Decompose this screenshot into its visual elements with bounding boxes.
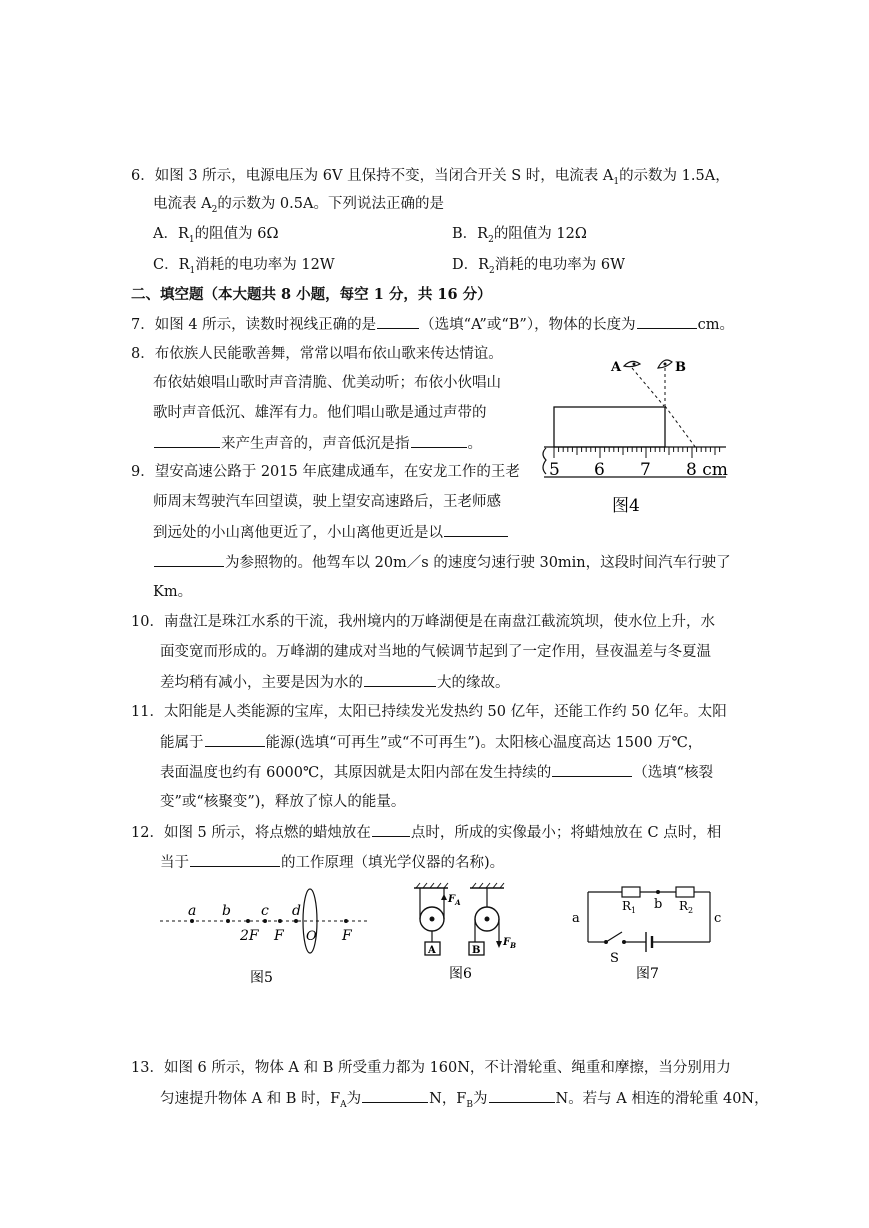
q11-line1: 11．太阳能是人类能源的宝库，太阳已持续发光发热约 50 亿年，还能工作约 50 亿年。太阳 [131, 704, 727, 720]
label-fa: $F_A$ [448, 894, 461, 907]
q11-blank-2[interactable] [552, 762, 632, 777]
point-f-left [278, 919, 282, 923]
fig4-label-a: A [611, 360, 622, 375]
eye-b-icon [658, 360, 672, 368]
fixed-ceiling-a [414, 883, 448, 888]
q10-line2: 面变宽而形成的。万峰湖的建成对当地的气候调节起到了一定作用，昼夜温差与冬夏温 [160, 644, 711, 660]
measured-object [554, 407, 665, 447]
q12-line2: 当于 的工作原理（填光学仪器的名称)。 [160, 852, 504, 873]
fig5-caption: 图5 [250, 970, 273, 986]
q9-line3: 到远处的小山离他更近了，小山离他更近是以 [153, 522, 509, 543]
point-f-right [344, 919, 348, 923]
q9-line5: Km。 [153, 584, 193, 600]
point-c [263, 919, 267, 923]
resistor-r2 [676, 887, 694, 897]
figure-6-pulleys [400, 882, 540, 994]
node-b [656, 890, 660, 894]
q10-blank[interactable] [364, 672, 436, 687]
switch-s [606, 932, 622, 942]
label-s: S [610, 951, 619, 966]
q7-line: 7．如图 4 所示，读数时视线正确的是 （选填“A”或“B”），物体的长度为 cm。 [131, 314, 734, 335]
q8-blank-2[interactable] [411, 433, 467, 448]
fig4-caption: 图4 [612, 496, 640, 516]
figure-7-circuit [566, 882, 726, 994]
label-r2: $R_2$ [679, 899, 694, 915]
q10-line3: 差均稍有减小，主要是因为水的 大的缘故。 [160, 672, 510, 693]
ruler-label-5: 5 [549, 460, 560, 480]
pulley-b-axle [485, 917, 490, 922]
q9-line4: 为参照物的。他驾车以 20m／s 的速度匀速行驶 30min，这段时间汽车行驶了 [153, 552, 731, 573]
label-f-left: F [274, 928, 284, 944]
label-b: b [654, 897, 663, 912]
sight-line-b-lower [665, 406, 696, 448]
label-r1: $R_1$ [622, 899, 637, 915]
q11-blank-1[interactable] [205, 732, 265, 747]
label-f-right: F [342, 928, 352, 944]
q6-option-c: C．$R_1$消耗的电功率为 12W [153, 257, 335, 276]
label-c: c [261, 903, 269, 919]
point-2f [246, 919, 250, 923]
label-b: b [222, 903, 231, 919]
q8-line3: 歌时声音低沉、雄浑有力。他们唱山歌是通过声带的 [153, 405, 487, 421]
fixed-ceiling-b [470, 883, 504, 888]
q6-line1: 6．如图 3 所示，电源电压为 6V 且保持不变，当闭合开关 S 时，电流表 $A_1$的示数为 1.5A， [131, 168, 730, 187]
pulley-a-axle [430, 917, 435, 922]
box-a-label: A [428, 945, 436, 956]
ruler-label-7: 7 [640, 460, 651, 480]
resistor-r1 [622, 887, 640, 897]
arrow-fa [441, 894, 447, 900]
q8-line4: 来产生声音的，声音低沉是指 。 [153, 433, 482, 454]
label-fb: $F_B$ [503, 937, 517, 950]
q13-blank-1[interactable] [362, 1088, 428, 1103]
q6-option-a: A．$R_1$的阻值为 6Ω [153, 226, 279, 245]
q12-blank-2[interactable] [190, 852, 280, 867]
ruler-label-6: 6 [594, 460, 605, 480]
q6-option-d: D．$R_2$消耗的电功率为 6W [452, 257, 626, 276]
figure-5-lens [150, 884, 390, 994]
q9-line1: 9．望安高速公路于 2015 年底建成通车，在安龙工作的王老 [131, 464, 520, 480]
point-b [226, 919, 230, 923]
q11-line3: 表面温度也约有 6000℃，其原因就是太阳内部在发生持续的 （选填“核裂 [160, 762, 713, 783]
q12-blank-1[interactable] [372, 822, 410, 837]
figure-4-ruler [536, 344, 736, 524]
q8-line2: 布依姑娘唱山歌时声音清脆、优美动听；布依小伙唱山 [153, 375, 501, 391]
q10-line1: 10．南盘江是珠江水系的干流，我州境内的万峰湖便是在南盘江截流筑坝，使水位上升，水 [131, 614, 715, 630]
q13-blank-2[interactable] [489, 1088, 555, 1103]
label-c: c [714, 911, 722, 926]
fig6-caption: 图6 [449, 966, 472, 982]
q13-line1: 13．如图 6 所示，物体 A 和 B 所受重力都为 160N，不计滑轮重、绳重和摩擦，当分别用力 [131, 1060, 731, 1076]
sight-line-a [632, 368, 664, 406]
q13-line2: 匀速提升物体 A 和 B 时，$F_A$为 N，$F_B$为 N。若与 A 相连的滑轮重 40N， [160, 1088, 769, 1115]
ruler-ticks [554, 447, 720, 458]
q7-blank-2[interactable] [637, 314, 697, 329]
label-o: O [306, 929, 317, 944]
q6-option-b: B．$R_2$的阻值为 12Ω [452, 226, 587, 245]
ruler-label-8cm: 8 cm [686, 460, 728, 480]
fig4-label-b: B [675, 360, 686, 375]
point-d [294, 919, 298, 923]
q9-blank-1[interactable] [444, 522, 508, 537]
box-b-label: B [472, 945, 481, 956]
q6-line2: 电流表 $A_2$的示数为 0.5A。下列说法正确的是 [153, 196, 444, 215]
fig7-caption: 图7 [636, 966, 659, 982]
q9-line2: 师周末驾驶汽车回望谟，驶上望安高速路后，王老师感 [153, 494, 501, 510]
label-a: a [572, 911, 580, 926]
q11-line4: 变”或“核聚变”)，释放了惊人的能量。 [160, 794, 406, 810]
label-2f: 2F [240, 928, 259, 944]
arrow-fb [496, 941, 502, 948]
label-d: d [292, 903, 301, 919]
section-heading: 二、填空题（本大题共 8 小题，每空 1 分，共 16 分） [131, 286, 492, 303]
q9-blank-2[interactable] [154, 552, 224, 567]
q8-blank-1[interactable] [154, 433, 220, 448]
eye-a-icon [624, 361, 640, 366]
q12-line1: 12．如图 5 所示，将点燃的蜡烛放在 点时，所成的实像最小；将蜡烛放在 C 点时，相 [131, 822, 721, 843]
point-a [190, 919, 194, 923]
label-a: a [188, 903, 197, 919]
q7-blank-1[interactable] [377, 314, 419, 329]
ruler-break-mark [543, 448, 546, 474]
q11-line2: 能属于 能源(选填“可再生”或“不可再生”)。太阳核心温度高达 1500 万℃， [160, 732, 702, 753]
q8-line1: 8．布依族人民能歌善舞，常常以唱布依山歌来传达情谊。 [131, 346, 503, 362]
